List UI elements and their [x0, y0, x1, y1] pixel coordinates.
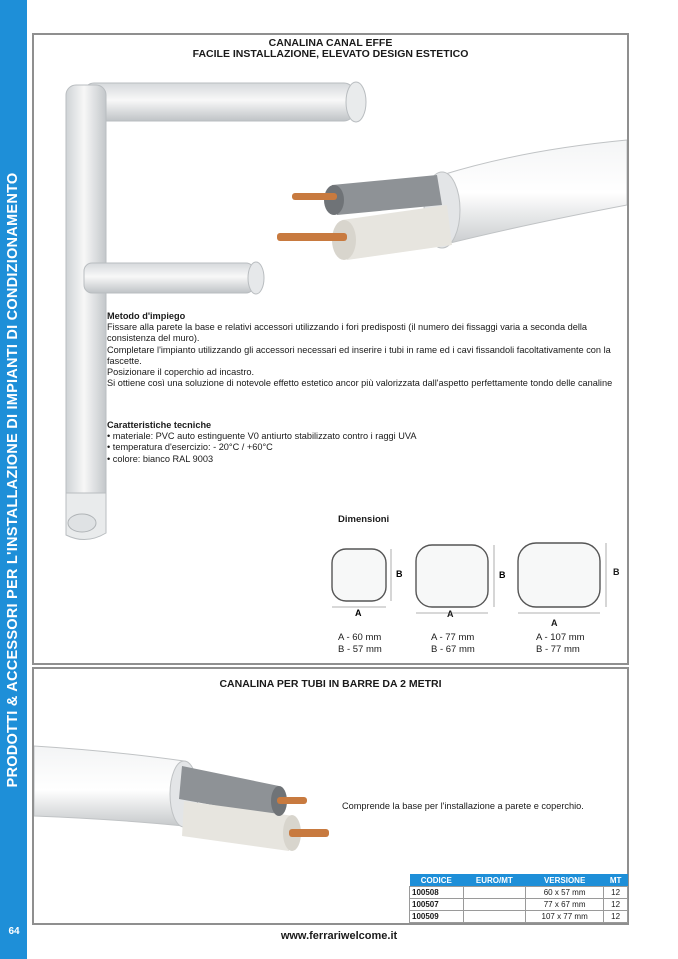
col-header-code: CODICE — [410, 874, 464, 887]
method-heading: Metodo d'impiego — [107, 311, 186, 321]
cell-version: 107 x 77 mm — [526, 911, 604, 923]
section1-title-line2: FACILE INSTALLAZIONE, ELEVATO DESIGN ESTETICO — [192, 48, 469, 60]
method-line: Fissare alla parete la base e relativi accessori utilizzando i fori predisposti (il numero dei fissaggi varia a seconda della consistenza del muro). — [107, 322, 588, 344]
feature-item: • temperatura d'esercizio: - 20°C / +60°C — [107, 442, 587, 453]
dim-b-value: B - 67 mm — [431, 644, 475, 655]
dim-letter-a: A — [355, 608, 362, 617]
cell-code: 100509 — [410, 911, 464, 923]
page-number: 64 — [8, 926, 20, 937]
section2-title: CANALINA PER TUBI IN BARRE DA 2 METRI — [219, 678, 442, 690]
cell-mt: 12 — [604, 911, 628, 923]
cell-mt: 12 — [604, 887, 628, 899]
duct-pipes-image — [272, 135, 627, 285]
duct-bar-image — [34, 741, 334, 861]
table-header-row — [410, 874, 628, 887]
dimension-diagram-1 — [328, 543, 406, 617]
product-box-bars — [32, 667, 629, 925]
method-line: Completare l'impianto utilizzando gli accessori necessari ed inserire i tubi in rame ed i cavi fissandoli facoltativamente con la fascette. — [107, 344, 611, 366]
dim-a-value: A - 60 mm — [338, 632, 382, 643]
dimension-label-3 — [536, 632, 585, 656]
dim-b-value: B - 57 mm — [338, 644, 382, 655]
cell-version: 60 x 57 mm — [526, 887, 604, 899]
cell-euro — [463, 887, 525, 899]
dimension-letter-a-2: A — [447, 609, 454, 619]
feature-item: • colore: bianco RAL 9003 — [107, 454, 587, 465]
dim-b-value: B - 77 mm — [536, 644, 580, 655]
footer-url[interactable]: www.ferrariwelcome.it — [280, 930, 398, 942]
dim-letter-b: B — [396, 569, 403, 579]
dimension-letter-b-3: B — [613, 567, 620, 577]
method-line: Posizionare il coperchio ad incastro. — [107, 367, 255, 378]
product-box-canal-effe — [32, 33, 629, 665]
cell-code: 100508 — [410, 887, 464, 899]
col-header-mt: MT — [604, 874, 628, 887]
table-row — [410, 899, 628, 911]
dimension-diagram-2 — [412, 539, 512, 619]
cell-version: 77 x 67 mm — [526, 899, 604, 911]
dim-letter-b: B — [499, 570, 506, 580]
dimensions-heading: Dimensioni — [338, 514, 390, 525]
features-heading: Caratteristiche tecniche — [107, 420, 212, 430]
table-row — [410, 911, 628, 923]
includes-text: Comprende la base per l'installazione a parete e coperchio. — [342, 801, 584, 811]
feature-item: • materiale: PVC auto estinguente V0 antiurto stabilizzato contro i raggi UVA — [107, 431, 587, 442]
table-row — [410, 887, 628, 899]
product-codes-table — [409, 874, 628, 923]
side-band — [0, 0, 27, 959]
dimension-label-1 — [338, 632, 382, 656]
method-line: Si ottiene così una soluzione di notevole effetto estetico ancor più valorizzata dall'aspetto perfettamente tondo delle canaline — [107, 378, 613, 389]
cell-code: 100507 — [410, 899, 464, 911]
col-header-euro: EURO/MT — [463, 874, 525, 887]
col-header-version: VERSIONE — [526, 874, 604, 887]
section1-title-line1: CANALINA CANAL EFFE — [268, 37, 393, 49]
cell-euro — [463, 899, 525, 911]
features-section — [107, 420, 587, 465]
dim-a-value: A - 107 mm — [536, 632, 585, 643]
side-band-text: PRODOTTI & ACCESSORI PER L'INSTALLAZIONE DI IMPIANTI DI CONDIZIONAMENTO — [5, 172, 21, 788]
cell-euro — [463, 911, 525, 923]
dim-a-value: A - 77 mm — [431, 632, 475, 643]
dimension-letter-a-3: A — [551, 618, 558, 628]
dimension-label-2 — [431, 632, 475, 656]
dimension-diagram-3 — [514, 539, 614, 619]
method-section — [107, 311, 623, 389]
cell-mt: 12 — [604, 899, 628, 911]
